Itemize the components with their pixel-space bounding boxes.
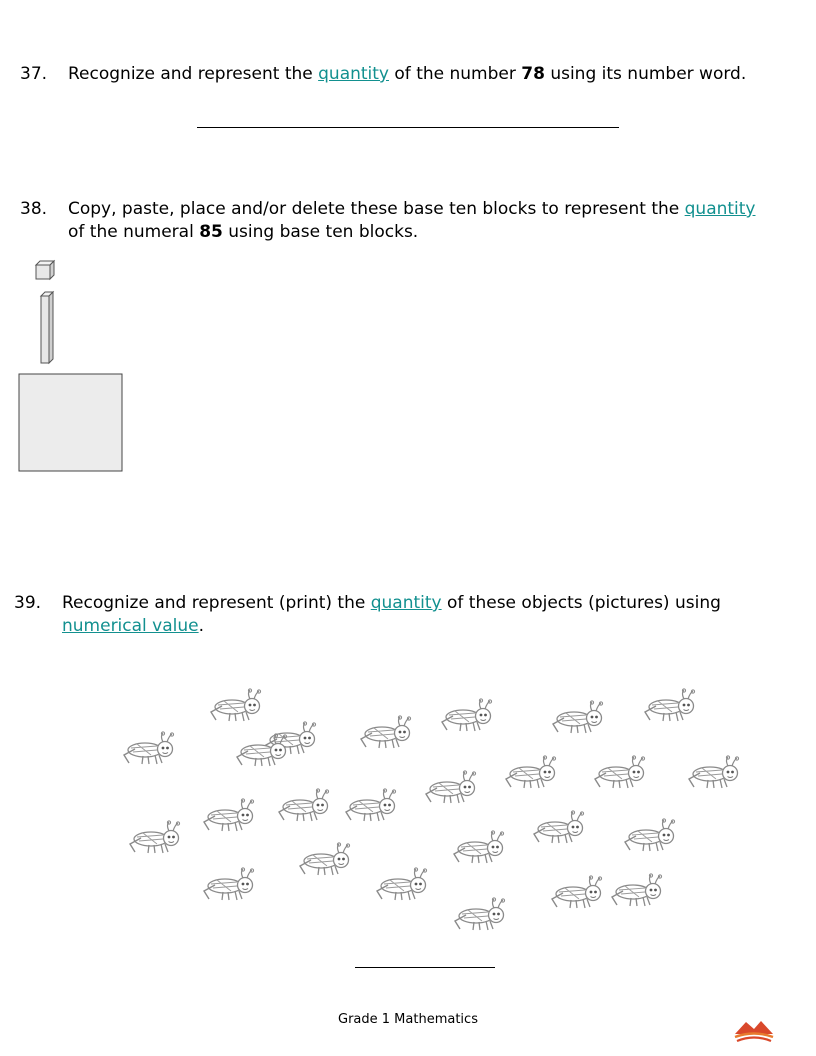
grasshopper-picture xyxy=(553,701,603,733)
grasshopper-picture xyxy=(442,699,492,731)
publisher-logo-icon xyxy=(733,1018,775,1046)
grasshopper-picture xyxy=(612,874,662,906)
grasshopper-picture xyxy=(426,771,476,803)
grasshopper-picture xyxy=(552,876,602,908)
grasshopper-picture xyxy=(204,868,254,900)
grasshopper-picture xyxy=(454,831,504,863)
quantity-link[interactable]: quantity xyxy=(318,64,389,84)
grasshopper-picture xyxy=(237,734,287,766)
question-37 xyxy=(20,63,800,87)
grasshopper-picture xyxy=(266,722,316,754)
grasshopper-picture xyxy=(689,756,739,788)
question-text: Recognize and represent (print) the quantity of these objects (pictures) using numerical value. xyxy=(62,593,721,636)
grasshopper-picture xyxy=(534,811,584,843)
grasshopper-picture xyxy=(346,789,396,821)
question-number: 38. xyxy=(20,199,48,219)
grasshopper-picture xyxy=(130,821,180,853)
numerical-value-link[interactable]: numerical value xyxy=(62,616,199,636)
number-78: 78 xyxy=(521,64,545,84)
ten-rod-block[interactable] xyxy=(39,290,55,365)
answer-line-37[interactable] xyxy=(197,127,619,128)
grasshopper-picture xyxy=(595,756,645,788)
unit-cube-block[interactable] xyxy=(34,259,56,281)
grasshopper-picture xyxy=(300,843,350,875)
grasshopper-picture xyxy=(377,868,427,900)
quantity-link[interactable]: quantity xyxy=(370,593,442,613)
grasshopper-picture xyxy=(204,799,254,831)
question-39 xyxy=(14,592,804,640)
hundred-flat-block[interactable] xyxy=(18,373,124,473)
number-85: 85 xyxy=(199,222,223,242)
answer-line-39[interactable] xyxy=(355,967,495,968)
question-38 xyxy=(20,198,810,246)
grasshopper-picture xyxy=(625,819,675,851)
question-text: Copy, paste, place and/or delete these base ten blocks to represent the quantity of the numeral 85 using base ten blocks. xyxy=(68,199,756,242)
grasshopper-picture xyxy=(211,689,261,721)
grasshopper-picture xyxy=(506,756,556,788)
grasshopper-picture xyxy=(645,689,695,721)
grasshopper-picture xyxy=(279,789,329,821)
question-number: 37. xyxy=(20,64,48,84)
grasshopper-picture xyxy=(455,898,505,930)
quantity-link[interactable]: quantity xyxy=(684,199,756,219)
question-text: Recognize and represent the quantity of the number 78 using its number word. xyxy=(68,64,747,84)
grasshopper-picture xyxy=(124,732,174,764)
footer-text: Grade 1 Mathematics xyxy=(338,1012,478,1027)
grasshopper-picture xyxy=(361,716,411,748)
question-number: 39. xyxy=(14,593,42,613)
